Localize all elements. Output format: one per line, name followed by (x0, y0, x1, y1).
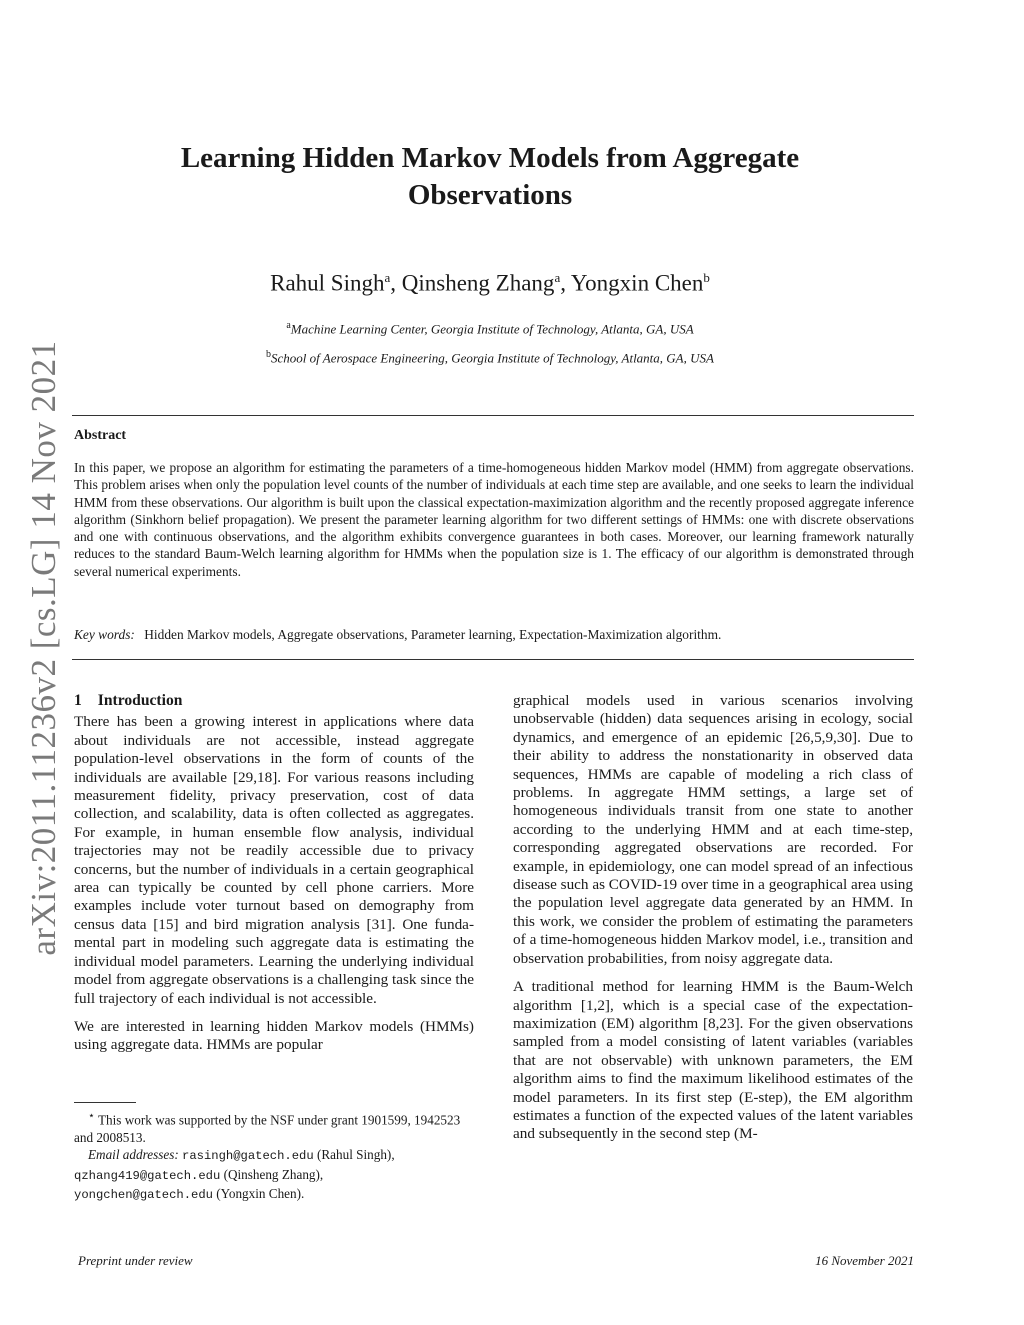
footnote-star: ⋆ (88, 1110, 95, 1122)
author-name: Qinsheng Zhang (401, 270, 555, 296)
author-name: Rahul Singh (270, 270, 385, 296)
keywords (74, 627, 914, 643)
author-list: Rahul Singh$^a$, Qinsheng Zhang$^a$, Yongxin Chen$^b$ (270, 270, 710, 296)
left-column (74, 692, 474, 1055)
author-affil-mark: a (554, 270, 561, 285)
divider (72, 659, 914, 660)
arxiv-identifier: arXiv:2011.11236v2 [cs.LG] 14 Nov 2021 (24, 339, 63, 956)
email-footnote-cont: yongchen@gatech.edu (Yongxin Chen). (74, 1186, 305, 1203)
affiliation-a: $^a$Machine Learning Center, Georgia Institute of Technology, Atlanta, GA, USA (286, 320, 694, 337)
paper-title: Learning Hidden Markov Models from Aggregate Observations (180, 142, 800, 211)
footer-status: Preprint under review (78, 1253, 193, 1268)
author-name: Yongxin Chen (570, 270, 704, 296)
email-link[interactable]: rasingh@gatech.edu (182, 1149, 314, 1164)
abstract-text: In this paper, we propose an algorithm for estimating the parameters of a time-homogeneous hidden Markov model (HMM) from aggregate observations. This problem arises when only the population level counts of the number of individuals at each time step are available, and one seeks to learn the individual HMM from these observations. Our algorithm is built upon the classical expectation-maximization algorithm and the recently proposed aggregate inference algorithm (Sinkhorn belief propagation). We present the parameter learning algorithm for two different settings of HMMs: one with discrete observations and one with continuous observations, and the algorithm exhibits convergence guarantees in both cases. Moreover, our learning framework naturally reduces to the standard Baum-Welch learning algorithm for HMMs when the population size is 1. The efficacy of our algorithm is demonstrated through several numerical experiments. (74, 460, 914, 579)
email-link[interactable]: yongchen@gatech.edu (74, 1188, 213, 1203)
footer-date: 16 November 2021 (815, 1253, 914, 1268)
divider (72, 415, 914, 416)
arxiv-stamp (14, 339, 74, 956)
body-paragraph: There has been a growing interest in applications where data about individuals are not accessible, instead aggregate population-level observations in the form of counts of the individuals are available [29,18]. For various reasons including measurement fidelity, privacy preservation, cost of data collection, and scalability, data is often collected as aggregates. For example, in human ensemble flow analysis, individual trajectories may not be readily accessible due to privacy concerns, but the number of individuals in a certain geographical area can typically be counted by cell phone carriers. More examples include voter turnout based on demography from census data [15] and bird migration analysis [31]. One fundamental part in modeling such aggregate data is estimating the individual model parameters. Learning the underlying individual model from aggregate observations is a challenging task since the full trajectory of each individual is not accessible. (74, 713, 474, 1007)
email-link[interactable]: qzhang419@gatech.edu (74, 1168, 221, 1183)
email-label: Email addresses: (88, 1147, 179, 1163)
keywords-label: Key words: (74, 627, 135, 642)
section-heading: 1 Introduction (74, 692, 183, 709)
author-affil-mark: b (703, 270, 710, 285)
right-column (513, 692, 913, 1144)
keywords-text: Hidden Markov models, Aggregate observations, Parameter learning, Expectation-Maximization algorithm. (144, 627, 722, 642)
funding-footnote: ⋆ This work was supported by the NSF under grant 1901599, 1942523 and 2008513. (74, 1110, 461, 1145)
body-paragraph: graphical models used in various scenarios involving unobservable (hidden) data sequences arising in ecology, social dynamics, and emergence of an epidemic [26,5,9,30]. Due to their ability to address the nonstationarity in observed data sequences, HMMs are capable of modeling a rich class of problems. In aggregate HMM settings, a large set of homogeneous individuals transit from one state to another according to the underlying HMM and at each time-step, corresponding aggregated observations are recorded. For example, in epidemiology, one can model spread of an infectious disease such as COVID-19 over time in a geographical area using the population level aggregate data generated by an HMM. In this work, we consider the problem of estimating the parameters of a time-homogeneous hidden Markov model, i.e., transition and observation probabilities, from noisy aggregate data. (513, 692, 913, 967)
footnotes (74, 1108, 474, 1204)
body-paragraph: A traditional method for learning HMM is the Baum-Welch algorithm [1,2], which is a special case of the expectation-maximization (EM) algorithm [8,23]. For the given observations sampled from a model consisting of latent variables (variables that are not observable) with unknown parameters, the EM algorithm aims to find the maximum likelihood estimates of the model parameters. In its first step (E-step), the EM algorithm estimates a function of the expected values of the latent variables and subsequently in the second step (M- (513, 978, 913, 1143)
email-footnote: Email addresses: rasingh@gatech.edu (Rahul Singh), (88, 1147, 395, 1164)
abstract-heading: Abstract (74, 428, 127, 443)
footnote-rule (74, 1102, 136, 1103)
affiliation-b: $^b$School of Aerospace Engineering, Georgia Institute of Technology, Atlanta, GA, USA (266, 349, 714, 366)
email-footnote-cont: qzhang419@gatech.edu (Qinsheng Zhang), (74, 1166, 324, 1183)
body-paragraph: We are interested in learning hidden Markov models (HMMs) using aggregate data. HMMs are popular (74, 1017, 474, 1054)
author-affil-mark: a (384, 270, 391, 285)
